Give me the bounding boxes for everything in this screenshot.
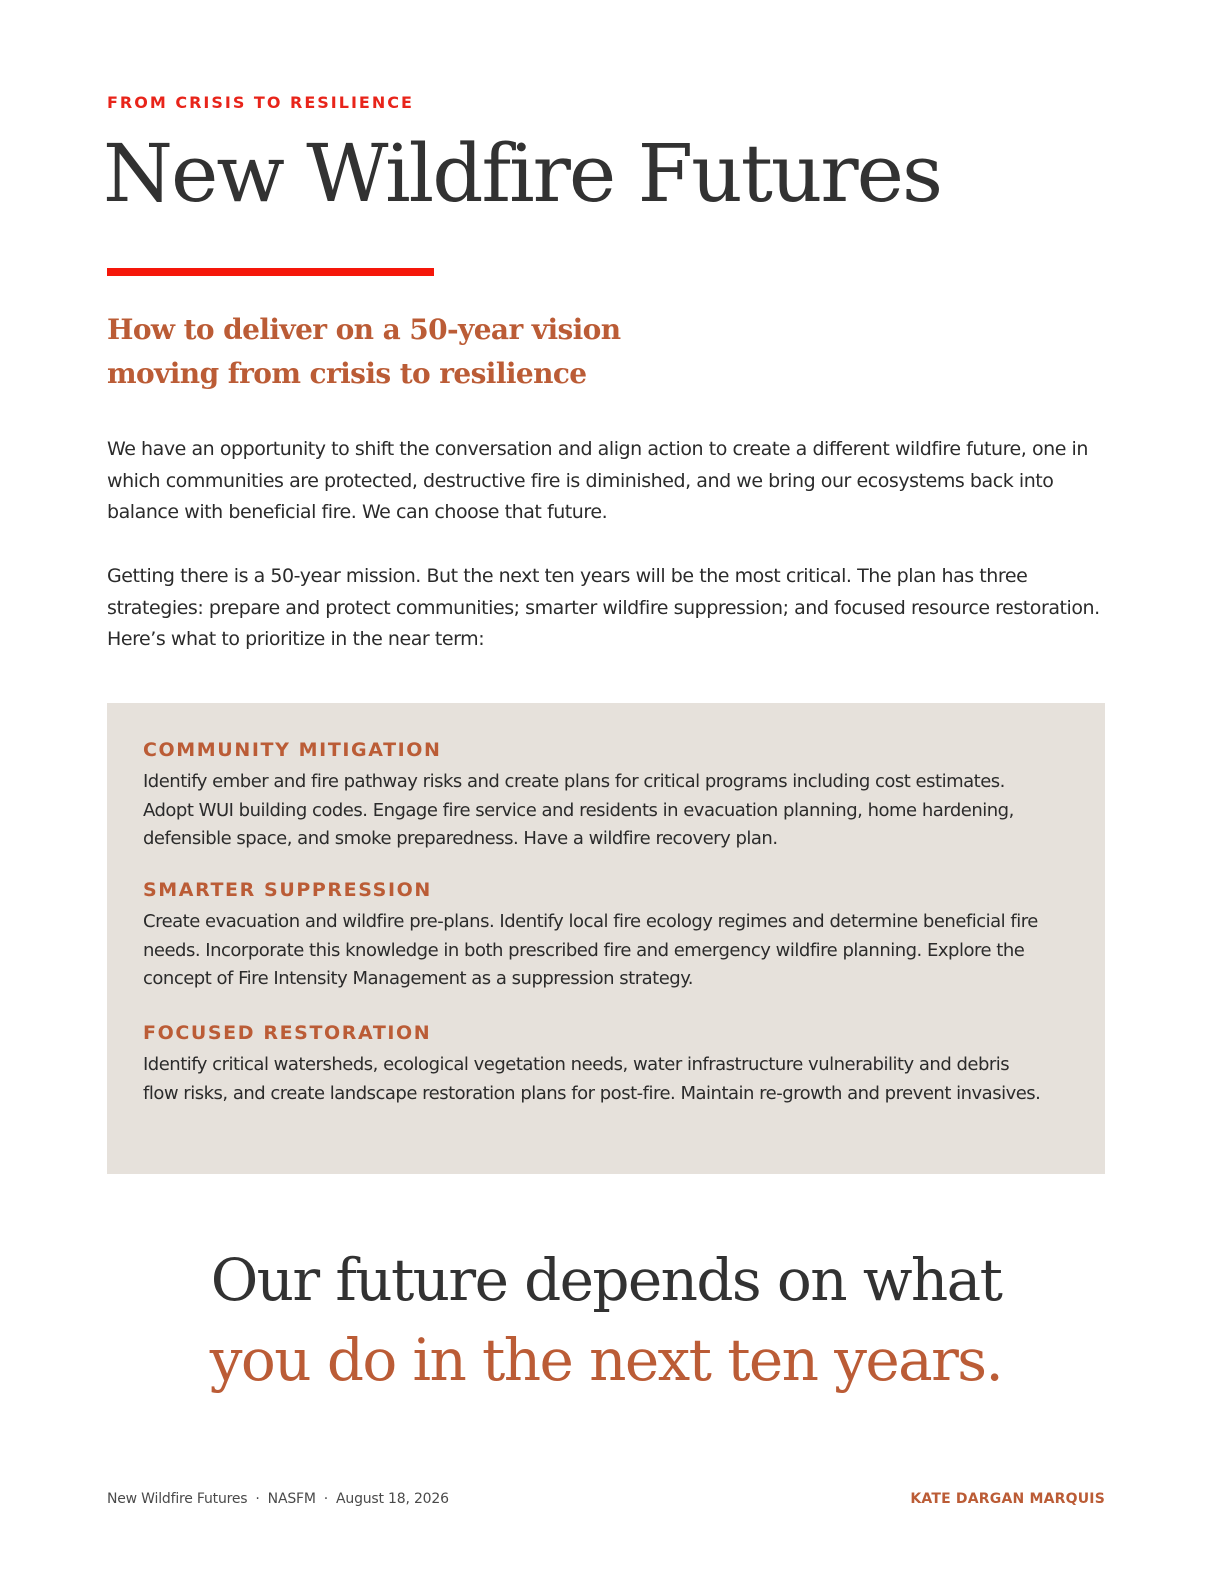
title-accent-rule [107,268,434,276]
pull-quote-line-2: you do in the next ten years. [209,1326,1003,1394]
strategy-community-mitigation [143,736,1043,854]
subtitle-line-2: moving from crisis to resilience [107,357,587,390]
footer-date: August 18, 2026 [336,1491,449,1507]
strategy-focused-restoration [143,1019,1043,1108]
pull-quote-line-1: Our future depends on what [210,1246,1002,1314]
strategy-smarter-suppression [143,876,1043,994]
strategy-heading: COMMUNITY MITIGATION [143,739,442,761]
footer-author: KATE DARGAN MARQUIS [910,1491,1105,1507]
footer-separator: · [255,1491,260,1507]
strategies-callout-box [107,703,1105,1174]
strategy-body: Identify ember and fire pathway risks and create plans for critical programs including cost estimates. Adopt WUI building codes. Engage fire service and residents in evacuation planning, home hardening, defensible space, and smoke preparedness. Have a wildfire recovery plan. [143,771,1014,849]
footer-doc-title: New Wildfire Futures [107,1491,248,1507]
page-title: New Wildfire Futures [103,127,942,220]
pull-quote [107,1240,1105,1400]
subtitle [107,308,807,396]
strategy-body: Identify critical watersheds, ecological vegetation needs, water infrastructure vulnerability and debris flow risks, and create landscape restoration plans for post-fire. Maintain re-growth and prevent invasives. [143,1054,1041,1104]
strategy-heading: FOCUSED RESTORATION [143,1022,432,1044]
intro-paragraph-2: Getting there is a 50-year mission. But the next ten years will be the most critical. The plan has three strategies: prepare and protect communities; smarter wildfire suppression; and focused resource restoration. Here’s what to prioritize in the near term: [107,565,1100,650]
footer-meta [107,1489,449,1509]
subtitle-line-1: How to deliver on a 50-year vision [107,313,621,346]
strategy-heading: SMARTER SUPPRESSION [143,879,432,901]
footer-org: NASFM [267,1491,316,1507]
footer-separator: · [323,1491,329,1507]
intro-paragraph-1: We have an opportunity to shift the conversation and align action to create a different wildfire future, one in which communities are protected, destructive fire is diminished, and we bring our ecosystems back into balance with beneficial fire. We can choose that future. [107,438,1088,523]
eyebrow-label: FROM CRISIS TO RESILIENCE [107,93,414,112]
strategy-body: Create evacuation and wildfire pre-plans. Identify local fire ecology regimes and determine beneficial fire needs. Incorporate this knowledge in both prescribed fire and emergency wildfire planning. Explore the concept of Fire Intensity Management as a suppression strategy. [143,911,1038,989]
